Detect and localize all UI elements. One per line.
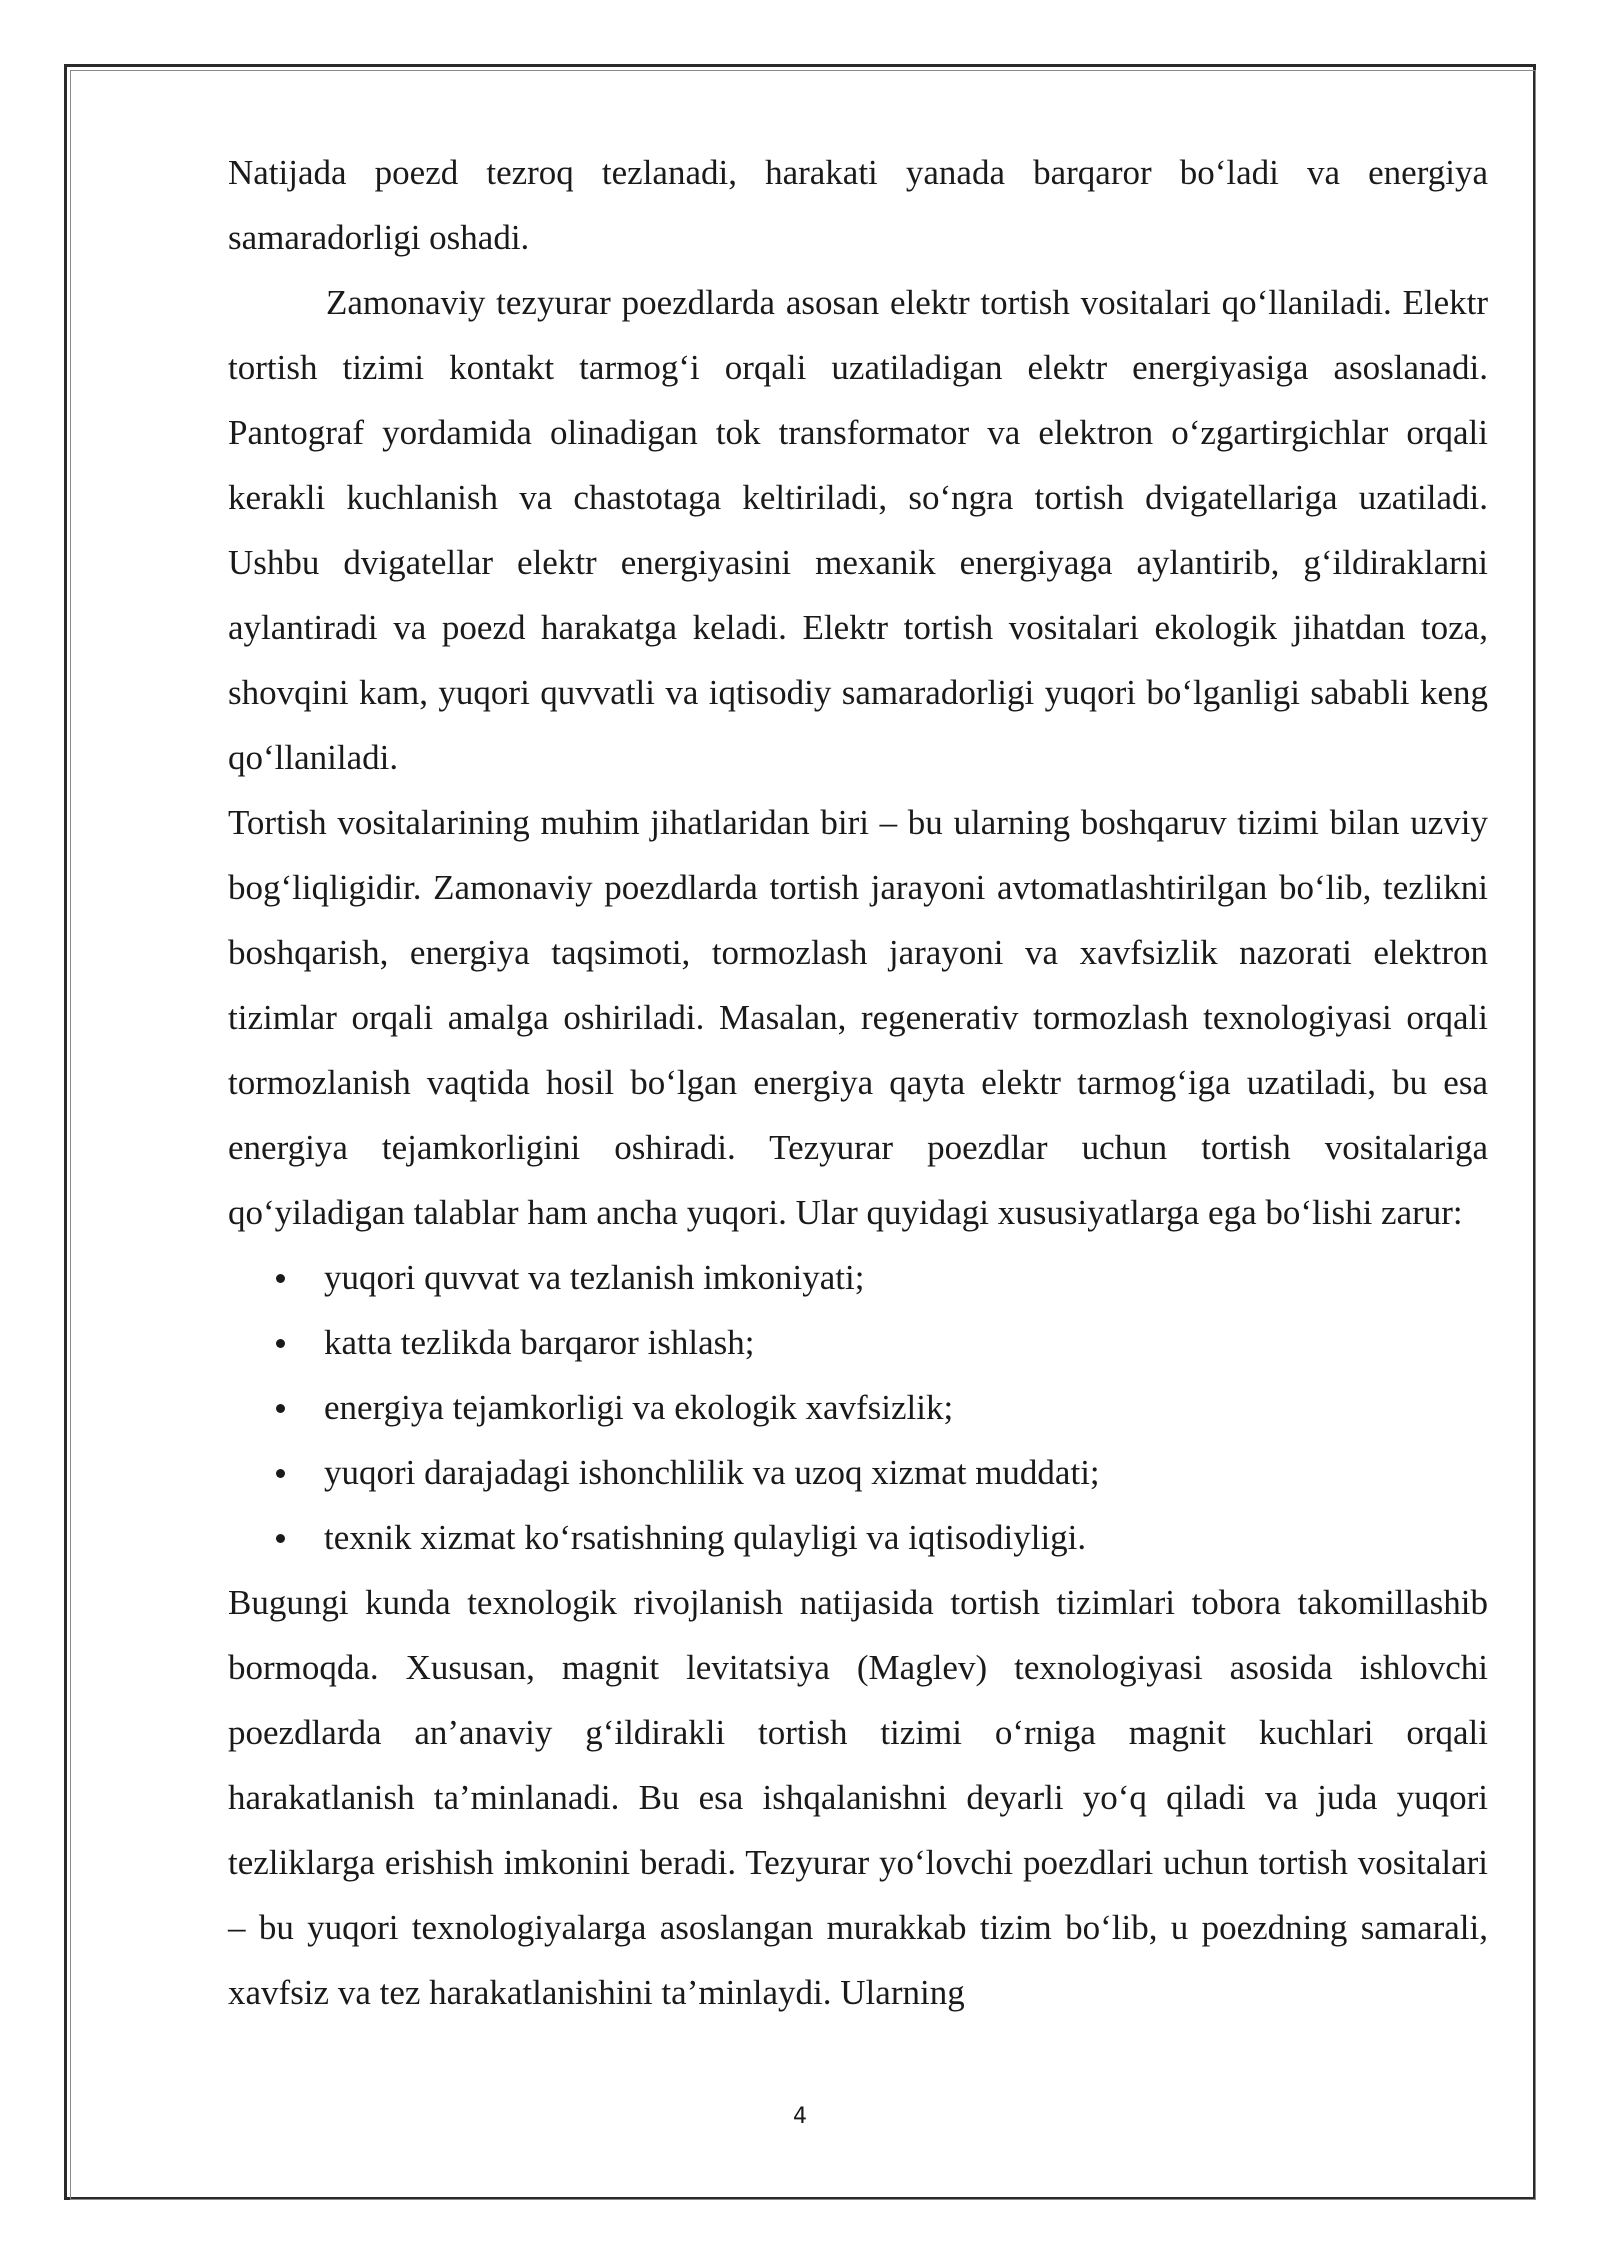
bullet-icon (276, 1274, 285, 1283)
list-item-text: katta tezlikda barqaror ishlash; (324, 1323, 755, 1362)
paragraph-3: Tortish vositalarining muhim jihatlaridan biri – bu ularning boshqaruv tizimi bilan uzviy bog‘liqligidir. Zamonaviy poezdlarda tortish jarayoni avtomatlashtirilgan bo‘lib, tezlikni boshqarish, energiya taqsimoti, tormozlash jarayoni va xavfsizlik nazorati elektron tizimlar orqali amalga oshiriladi. Masalan, regenerativ tormozlash texnologiyasi orqali tormozlanish vaqtida hosil bo‘lgan energiya qayta elektr tarmog‘iga uzatiladi, bu esa energiya tejamkorligini oshiradi. Tezyurar poezdlar uchun tortish vositalariga qo‘yiladigan talablar ham ancha yuqori. Ular quyidagi xususiyatlarga ega bo‘lishi zarur: (228, 803, 1488, 1232)
paragraph-2: Zamonaviy tezyurar poezdlarda asosan elektr tortish vositalari qo‘llaniladi. Elektr tortish tizimi kontakt tarmog‘i orqali uzatiladigan elektr energiyasiga asoslanadi. Pantograf yordamida olinadigan tok transformator va elektron o‘zgartirgichlar orqali kerakli kuchlanish va chastotaga keltiriladi, so‘ngra tortish dvigatellariga uzatiladi. Ushbu dvigatellar elektr energiyasini mexanik energiyaga aylantirib, g‘ildiraklarni aylantiradi va poezd harakatga keladi. Elektr tortish vositalari ekologik jihatdan toza, shovqini kam, yuqori quvvatli va iqtisodiy samaradorligi yuqori bo‘lganligi sababli keng qo‘llaniladi. (228, 283, 1488, 777)
document-body (228, 140, 1488, 2025)
list-item (228, 1375, 1488, 1440)
list-item-text: energiya tejamkorligi va ekologik xavfsizlik; (324, 1388, 954, 1427)
paragraph-4: Bugungi kunda texnologik rivojlanish natijasida tortish tizimlari tobora takomillashib bormoqda. Xususan, magnit levitatsiya (Maglev) texnologiyasi asosida ishlovchi poezdlarda an’anaviy g‘ildirakli tortish tizimi o‘rniga magnit kuchlari orqali harakatlanish ta’minlanadi. Bu esa ishqalanishni deyarli yo‘q qiladi va juda yuqori tezliklarga erishish imkonini beradi. Tezyurar yo‘lovchi poezdlari uchun tortish vositalari – bu yuqori texnologiyalarga asoslangan murakkab tizim bo‘lib, u poezdning samarali, xavfsiz va tez harakatlanishini ta’minlaydi. Ularning (228, 1583, 1488, 2012)
list-item (228, 1245, 1488, 1310)
list-item-text: yuqori quvvat va tezlanish imkoniyati; (324, 1258, 865, 1297)
bullet-icon (276, 1534, 285, 1543)
list-item (228, 1505, 1488, 1570)
list-item-text: yuqori darajadagi ishonchlilik va uzoq xizmat muddati; (324, 1453, 1100, 1492)
bullet-icon (276, 1404, 285, 1413)
list-item-text: texnik xizmat ko‘rsatishning qulayligi va iqtisodiyligi. (324, 1518, 1087, 1557)
bullet-icon (276, 1469, 285, 1478)
bullet-icon (276, 1339, 285, 1348)
list-item (228, 1310, 1488, 1375)
page-number: 4 (793, 2104, 807, 2129)
list-item (228, 1440, 1488, 1505)
paragraph-1: Natijada poezd tezroq tezlanadi, harakati yanada barqaror bo‘ladi va energiya samaradorligi oshadi. (228, 153, 1488, 257)
requirements-list (228, 1245, 1488, 1570)
